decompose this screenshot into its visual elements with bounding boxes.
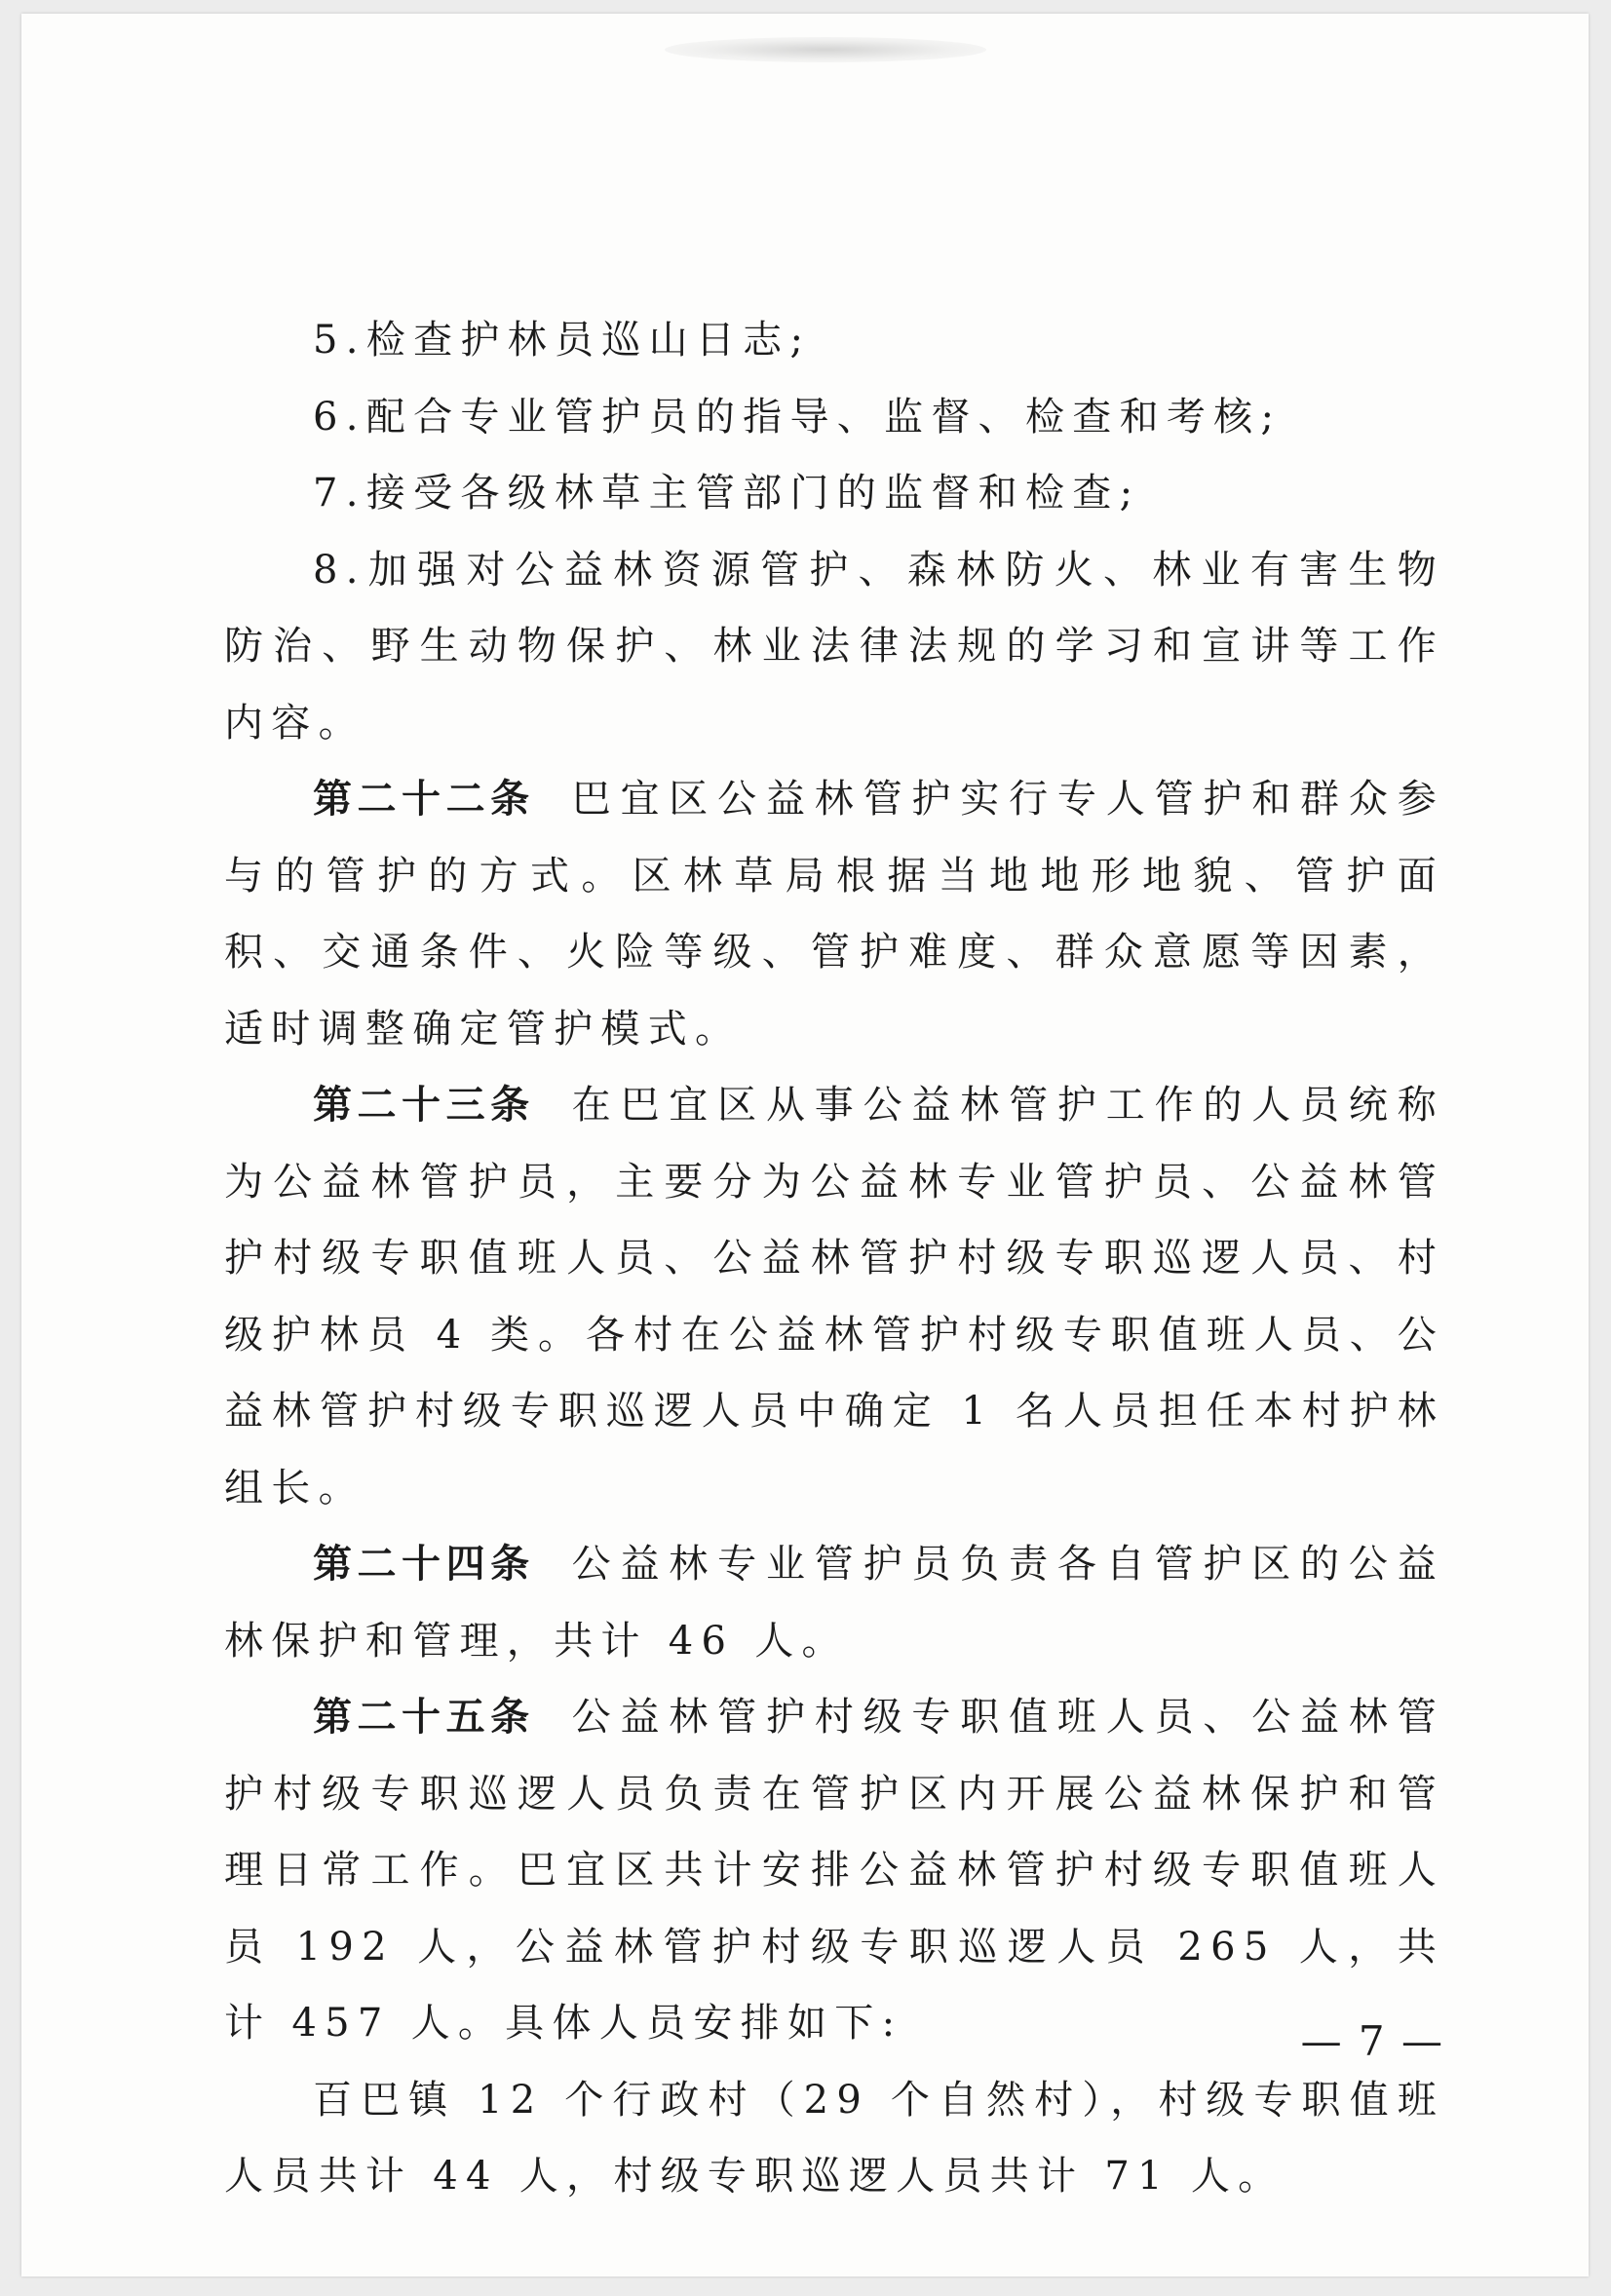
- page-number: — 7 —: [1300, 2017, 1444, 2065]
- document-body: [224, 302, 1444, 2215]
- list-item-6: 6.配合专业管护员的指导、监督、检查和考核;: [313, 394, 1283, 440]
- article-25-heading: 第二十五条: [313, 1695, 535, 1740]
- closing-paragraph: 百巴镇 12 个行政村（29 个自然村），村级专职值班人员共计 44 人，村级专职巡逻人员共计 71 人。: [224, 2077, 1444, 2199]
- article-23-heading: 第二十三条: [313, 1083, 535, 1128]
- article-23: [224, 1067, 1444, 1526]
- article-25-text: 公益林管护村级专职值班人员、公益林管护村级专职巡逻人员负责在管护区内开展公益林保护和管理日常工作。巴宜区共计安排公益林管护村级专职值班人员 192 人，公益林管护村级专职巡逻人员 265 人，共计 457 人。具体人员安排如下:: [224, 1695, 1444, 2046]
- article-25: [224, 1679, 1444, 2062]
- article-22-heading: 第二十二条: [313, 777, 535, 822]
- scan-artifact: [665, 37, 986, 62]
- list-item-7: 7.接受各级林草主管部门的监督和检查;: [313, 471, 1141, 516]
- article-24: [224, 1526, 1444, 1679]
- article-24-text: 公益林专业管护员负责各自管护区的公益林保护和管理，共计 46 人。: [224, 1542, 1444, 1664]
- article-24-heading: 第二十四条: [313, 1542, 535, 1587]
- document-page: [21, 14, 1589, 2277]
- article-22: [224, 761, 1444, 1067]
- article-22-text: 巴宜区公益林管护实行专人管护和群众参与的管护的方式。区林草局根据当地地形地貌、管护面积、交通条件、火险等级、管护难度、群众意愿等因素，适时调整确定管护模式。: [224, 777, 1444, 1052]
- list-item-5: 5.检查护林员巡山日志;: [313, 318, 812, 363]
- list-item-8: 8.加强对公益林资源管护、森林防火、林业有害生物防治、野生动物保护、林业法律法规的学习和宣讲等工作内容。: [224, 547, 1444, 746]
- article-23-text: 在巴宜区从事公益林管护工作的人员统称为公益林管护员，主要分为公益林专业管护员、公益林管护村级专职值班人员、公益林管护村级专职巡逻人员、村级护林员 4 类。各村在公益林管护村级专职值班人员、公益林管护村级专职巡逻人员中确定 1 名人员担任本村护林组长。: [224, 1083, 1444, 1511]
